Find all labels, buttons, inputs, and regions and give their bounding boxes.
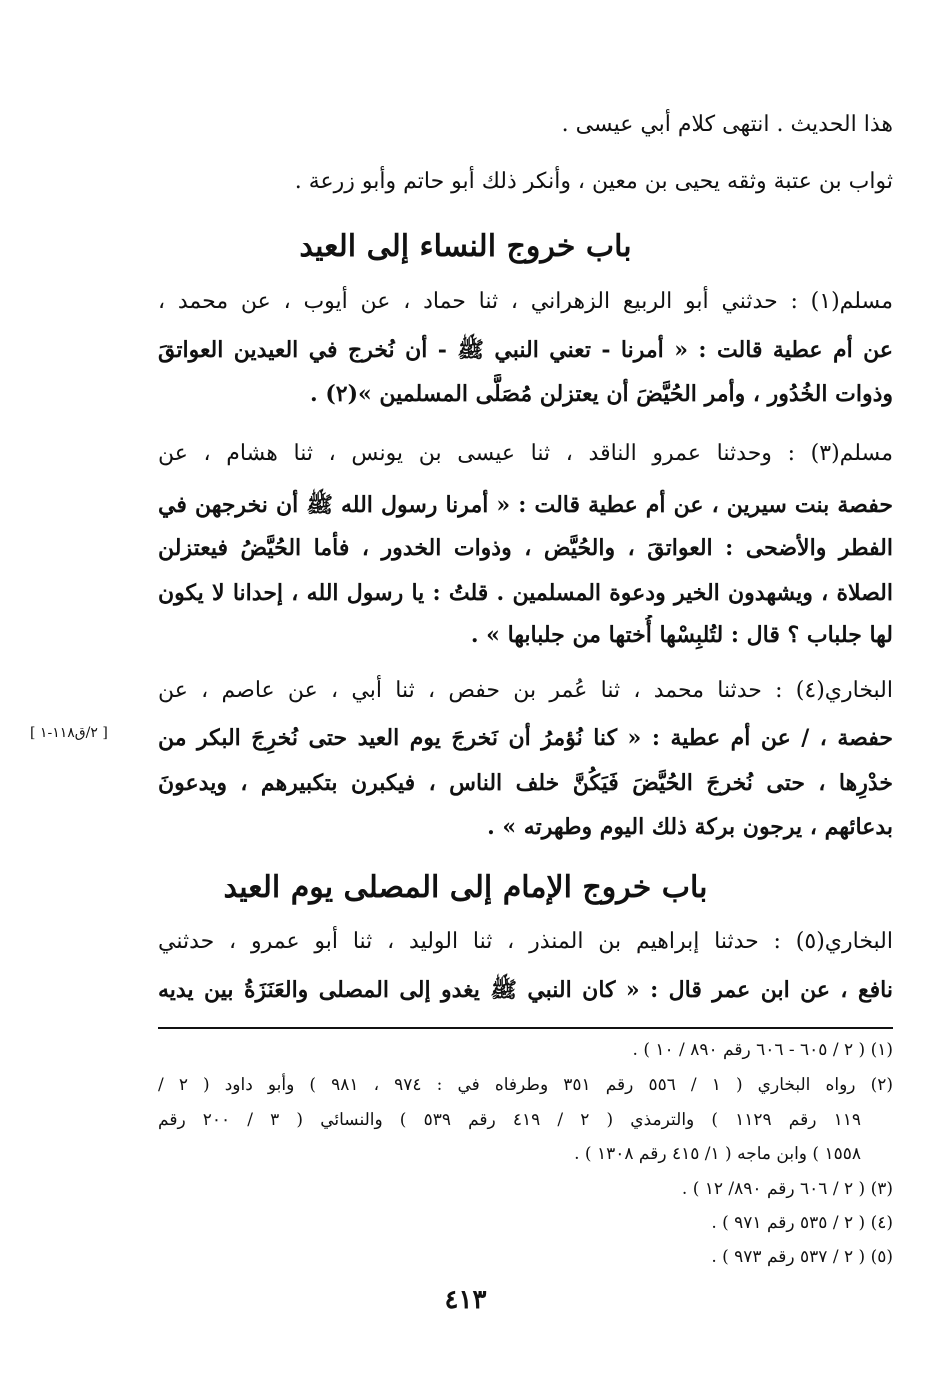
page-number: ٤١٣ xyxy=(444,1285,487,1315)
text-line: خدْرِها ، حتى نُخرجَ الحُيَّضَ فَيَكُنَّ خلف الناس ، فيكبرن بتكبيرهم ، ويدعونَ xyxy=(158,770,893,796)
footnote: ١٥٥٨ ) وابن ماجه ( ١/ ٤١٥ رقم ١٣٠٨ ) . xyxy=(574,1144,861,1164)
text-line: البخاري(٥) : حدثنا إبراهيم بن المنذر ، ثنا الوليد ، ثنا أبو عمرو ، حدثني xyxy=(158,929,893,954)
text-line: مسلم(١) : حدثني أبو الربيع الزهراني ، ثنا حماد ، عن أيوب ، عن محمد ، xyxy=(158,289,893,314)
text-line: نافع ، عن ابن عمر قال : « كان النبي ﷺ يغدو إلى المصلى والعَنَزَةُ بين يديه xyxy=(158,977,893,1003)
text-line: عن أم عطية قالت : « أمرنا - تعني النبي ﷺ - أن نُخرج في العيدين العواتقَ xyxy=(158,337,893,363)
text-line: الفطر والأضحى : العواتقَ ، والحُيَّض ، وذوات الخدور ، فأما الحُيَّضُ فيعتزلن xyxy=(158,535,893,561)
footnote: (٣) ( ٢ / ٦٠٦ رقم ٨٩٠/ ١٢ ) . xyxy=(681,1179,893,1199)
text-line: مسلم(٣) : وحدثنا عمرو الناقد ، ثنا عيسى بن يونس ، ثنا هشام ، عن xyxy=(158,441,893,466)
text-line: البخاري(٤) : حدثنا محمد ، ثنا عُمر بن حفص ، ثنا أبي ، عن عاصم ، عن xyxy=(158,678,893,703)
section-heading: باب خروج النساء إلى العيد xyxy=(299,229,632,264)
text-line: الصلاة ، ويشهدون الخير ودعوة المسلمين . قلتُ : يا رسول الله ، إحدانا لا يكون xyxy=(158,580,893,606)
footnote: (٢) رواه البخاري ( ١ / ٥٥٦ رقم ٣٥١ وطرفاه في : ٩٧٤ ، ٩٨١ ) وأبو داود ( ٢ / xyxy=(158,1075,893,1095)
footnote-separator xyxy=(158,1027,893,1029)
text-line: وذوات الخُدُور ، وأمر الحُيَّضَ أن يعتزلن مُصَلَّى المسلمين »(٢) . xyxy=(310,381,893,407)
footnote: (٥) ( ٢ / ٥٣٧ رقم ٩٧٣ ) . xyxy=(711,1247,893,1267)
text-line: حفصة ، / عن أم عطية : « كنا نُؤمرُ أن نَخرجَ يوم العيد حتى نُخرِجَ البكر من xyxy=(158,725,893,751)
text-line: حفصة بنت سيرين ، عن أم عطية قالت : « أمرنا رسول الله ﷺ أن نخرجهن في xyxy=(158,492,893,518)
section-heading: باب خروج الإمام إلى المصلى يوم العيد xyxy=(223,870,708,905)
footnote: (١) ( ٢ / ٦٠٥ - ٦٠٦ رقم ٨٩٠ / ١٠ ) . xyxy=(632,1040,893,1060)
footnote: ١١٩ رقم ١١٢٩ ) والترمذي ( ٢ / ٤١٩ رقم ٥٣٩ ) والنسائي ( ٣ / ٢٠٠ رقم xyxy=(158,1110,861,1130)
footnote: (٤) ( ٢ / ٥٣٥ رقم ٩٧١ ) . xyxy=(711,1213,893,1233)
text-line: لها جلباب ؟ قال : لتُلبِسْها أُختها من جلبابها » . xyxy=(470,622,893,648)
manuscript-folio-note: [ ٢/ق١١٨-١ ] xyxy=(30,725,108,741)
text-line: بدعائهم ، يرجون بركة ذلك اليوم وطهرته » . xyxy=(487,814,893,840)
text-line: ثواب بن عتبة وثقه يحيى بن معين ، وأنكر ذلك أبو حاتم وأبو زرعة . xyxy=(294,169,893,194)
text-line: هذا الحديث . انتهى كلام أبي عيسى . xyxy=(561,112,893,137)
